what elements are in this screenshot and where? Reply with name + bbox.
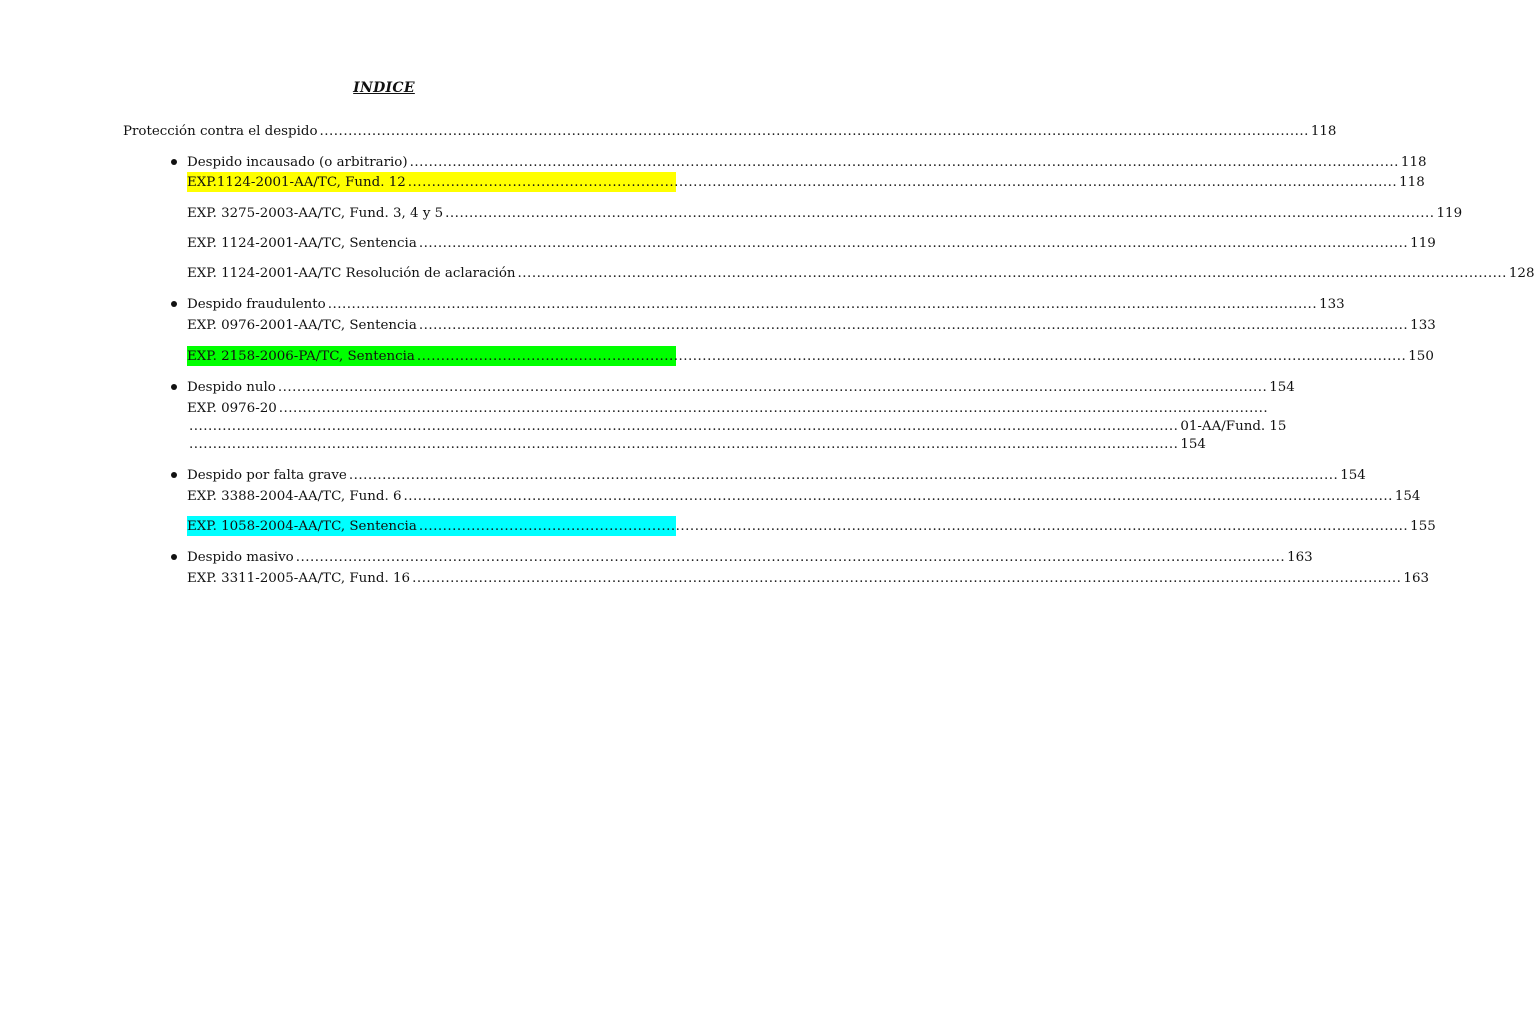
entry-page: 119 bbox=[1410, 236, 1436, 251]
dot-leader: ................................................................................................................................................................................................................ bbox=[418, 318, 1409, 333]
entry-page: 163 bbox=[1287, 550, 1313, 565]
entry-page: 154 bbox=[1180, 437, 1206, 452]
entry-page: 154 bbox=[1269, 380, 1295, 395]
toc-entry-case-continuation bbox=[187, 434, 1206, 454]
toc-entry-case bbox=[187, 568, 1429, 588]
toc-entry-case bbox=[187, 203, 1463, 223]
toc-entry-case bbox=[187, 315, 1436, 335]
entry-text: Protección contra el despido bbox=[123, 124, 318, 139]
entry-page: 118 bbox=[1400, 155, 1427, 170]
bullet-icon bbox=[171, 384, 177, 390]
entry-text: EXP. 3388-2004-AA/TC, Fund. 6 bbox=[187, 489, 402, 504]
entry-text: Despido nulo bbox=[187, 380, 276, 395]
entry-page: 133 bbox=[1410, 318, 1436, 333]
dot-leader: ................................................................................................................................................................................................................ bbox=[189, 419, 1179, 434]
dot-leader: ................................................................................................................................................................................................................ bbox=[407, 175, 1398, 190]
entry-text: EXP. 3275-2003-AA/TC, Fund. 3, 4 y 5 bbox=[187, 206, 444, 221]
toc-entry-case-continuation bbox=[187, 416, 1287, 436]
toc-entry-case bbox=[187, 486, 1421, 506]
bullet-icon bbox=[171, 554, 177, 560]
entry-text: EXP. 1124-2001-AA/TC Resolución de aclaración bbox=[187, 266, 516, 281]
toc-entry-case bbox=[187, 398, 1269, 418]
dot-leader: ................................................................................................................................................................................................................ bbox=[189, 437, 1179, 452]
entry-text: EXP. 2158-2006-PA/TC, Sentencia bbox=[187, 349, 415, 364]
dot-leader: ................................................................................................................................................................................................................ bbox=[327, 297, 1318, 312]
entry-page: 118 bbox=[1399, 175, 1425, 190]
toc-entry-subsection bbox=[187, 547, 1313, 567]
dot-leader: ................................................................................................................................................................................................................ bbox=[418, 519, 1409, 534]
bullet-icon bbox=[171, 301, 177, 307]
dot-leader: ................................................................................................................................................................................................................ bbox=[295, 550, 1286, 565]
entry-page: 118 bbox=[1310, 124, 1337, 139]
entry-text: Despido por falta grave bbox=[187, 468, 347, 483]
entry-page: 154 bbox=[1340, 468, 1366, 483]
entry-text: Despido incausado (o arbitrario) bbox=[187, 155, 408, 170]
entry-page: 133 bbox=[1319, 297, 1345, 312]
toc-entry-case bbox=[187, 263, 1534, 283]
entry-text: EXP. 0976-20 bbox=[187, 401, 277, 416]
dot-leader: ................................................................................................................................................................................................................ bbox=[277, 380, 1268, 395]
entry-text: EXP. 0976-2001-AA/TC, Sentencia bbox=[187, 318, 417, 333]
entry-page: 119 bbox=[1436, 206, 1463, 221]
dot-leader: ................................................................................................................................................................................................................ bbox=[409, 155, 1399, 170]
dot-leader: ................................................................................................................................................................................................................ bbox=[403, 489, 1393, 504]
entry-text: EXP. 3311-2005-AA/TC, Fund. 16 bbox=[187, 571, 411, 586]
entry-text: EXP. 1124-2001-AA/TC, Sentencia bbox=[187, 236, 417, 251]
toc-entry-subsection bbox=[187, 152, 1427, 172]
toc-entry-case bbox=[187, 233, 1436, 253]
toc-entry-case-highlighted bbox=[187, 346, 1434, 366]
dot-leader: ................................................................................................................................................................................................................ bbox=[445, 206, 1435, 221]
entry-page: 155 bbox=[1410, 519, 1436, 534]
toc-entry-subsection bbox=[187, 465, 1366, 485]
entry-page: 128 bbox=[1508, 266, 1534, 281]
dot-leader: ................................................................................................................................................................................................................ bbox=[416, 349, 1407, 364]
entry-page: 154 bbox=[1394, 489, 1421, 504]
toc-entry-subsection bbox=[187, 294, 1345, 314]
index-title: INDICE bbox=[353, 80, 415, 96]
toc-entry-case-highlighted bbox=[187, 172, 1425, 192]
dot-leader: ................................................................................................................................................................................................................ bbox=[319, 124, 1309, 139]
entry-page: 150 bbox=[1408, 349, 1434, 364]
toc-entry-section bbox=[123, 121, 1337, 141]
dot-leader: ................................................................................................................................................................................................................ bbox=[517, 266, 1507, 281]
entry-page: 163 bbox=[1403, 571, 1429, 586]
entry-text: EXP. 1058-2004-AA/TC, Sentencia bbox=[187, 519, 417, 534]
dot-leader: ................................................................................................................................................................................................................ bbox=[348, 468, 1339, 483]
toc-entry-case-highlighted bbox=[187, 516, 1436, 536]
entry-page: 01-AA/Fund. 15 bbox=[1180, 419, 1287, 434]
dot-leader: ................................................................................................................................................................................................................ bbox=[418, 236, 1409, 251]
dot-leader: ................................................................................................................................................................................................................ bbox=[278, 401, 1269, 416]
dot-leader: ................................................................................................................................................................................................................ bbox=[412, 571, 1402, 586]
entry-text: Despido fraudulento bbox=[187, 297, 326, 312]
entry-text: EXP.1124-2001-AA/TC, Fund. 12 bbox=[187, 175, 406, 190]
bullet-icon bbox=[171, 159, 177, 165]
entry-text: Despido masivo bbox=[187, 550, 294, 565]
toc-entry-subsection bbox=[187, 377, 1295, 397]
bullet-icon bbox=[171, 472, 177, 478]
